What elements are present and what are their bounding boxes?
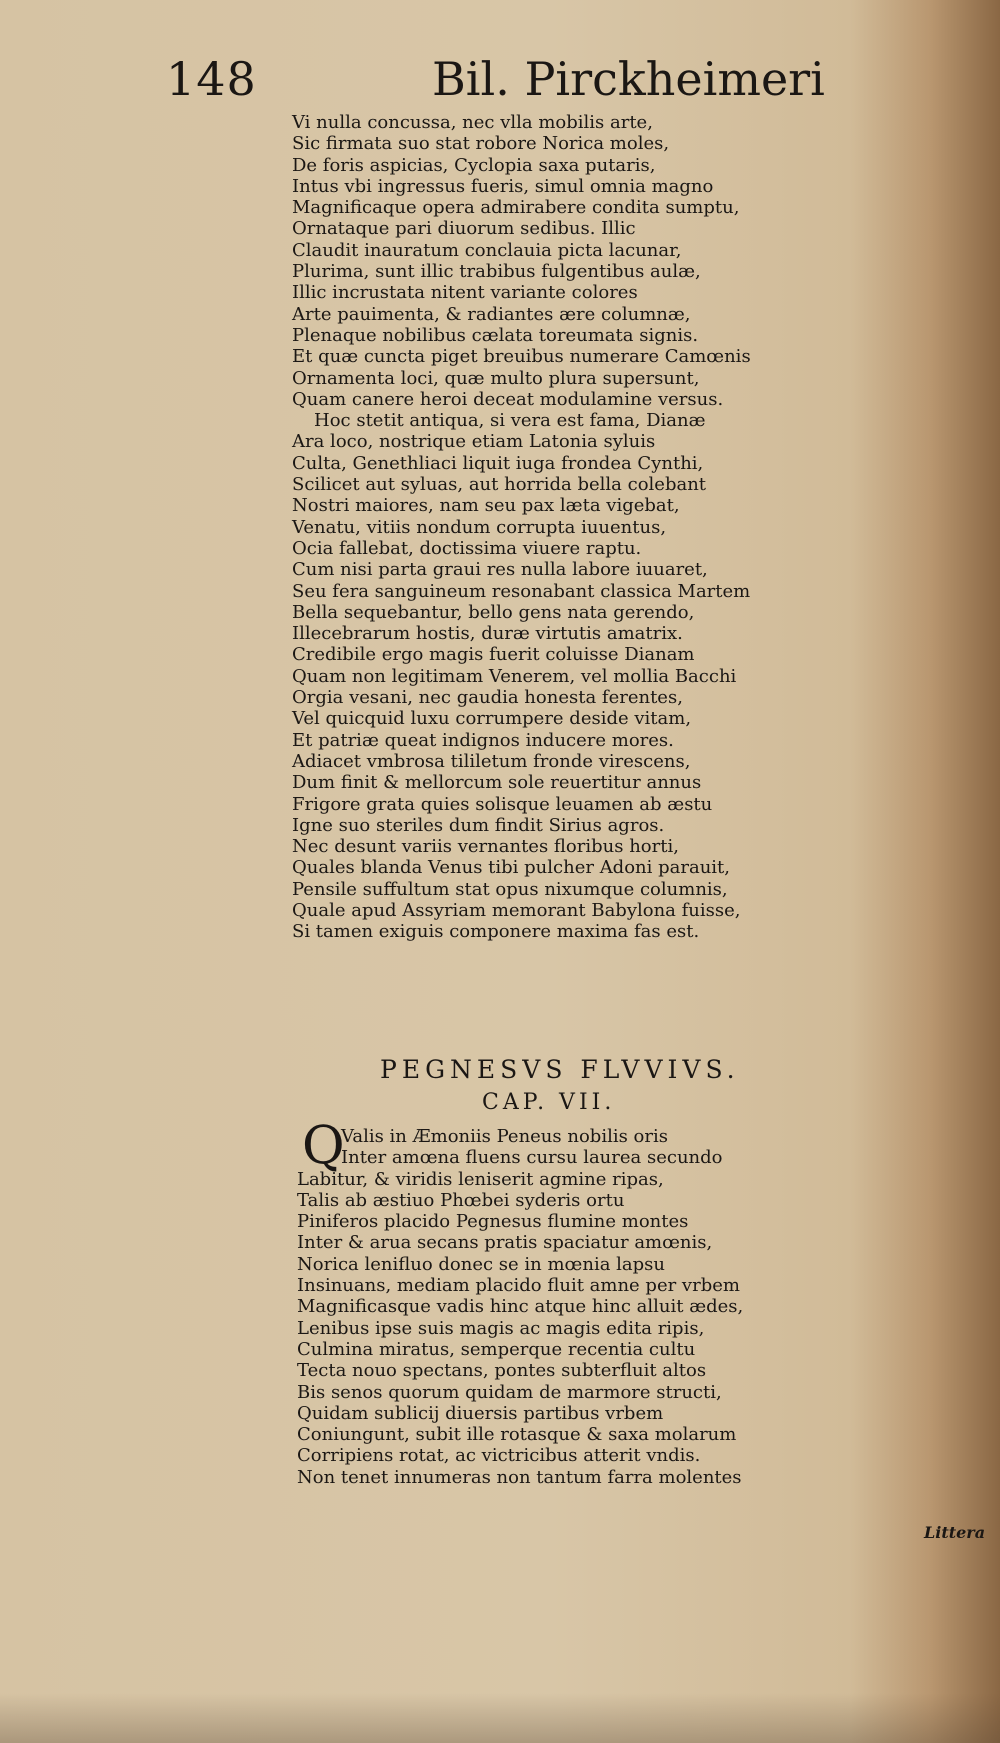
verse-line: Ara loco, nostrique etiam Latonia syluis bbox=[292, 431, 656, 453]
verse-line: Nostri maiores, nam seu pax læta vigebat, bbox=[292, 495, 680, 517]
verse-line: Et quæ cuncta piget breuibus numerare Camœnis bbox=[292, 346, 751, 368]
verse-line: Insinuans, mediam placido fluit amne per vrbem bbox=[297, 1275, 740, 1297]
verse-line: Si tamen exiguis componere maxima fas est. bbox=[292, 921, 700, 943]
verse-line: Magnificasque vadis hinc atque hinc alluit ædes, bbox=[297, 1296, 744, 1318]
verse-line: Cum nisi parta graui res nulla labore iuuaret, bbox=[292, 559, 708, 581]
verse-line: Ornamenta loci, quæ multo plura supersunt, bbox=[292, 367, 700, 389]
verse-line: Ornataque pari diuorum sedibus. Illic bbox=[292, 218, 636, 240]
verse-line: Corripiens rotat, ac victricibus atterit vndis. bbox=[297, 1445, 701, 1467]
verse-line: Bella sequebantur, bello gens nata gerendo, bbox=[292, 601, 695, 623]
verse-line: Venatu, vitiis nondum corrupta iuuentus, bbox=[292, 516, 667, 538]
running-head: Bil. Pirckheimeri bbox=[432, 52, 825, 106]
verse-line: Illecebrarum hostis, duræ virtutis amatrix. bbox=[292, 623, 683, 645]
verse-line: Arte pauimenta, & radiantes ære columnæ, bbox=[292, 303, 691, 325]
verse-line: Nec desunt variis vernantes floribus horti, bbox=[292, 836, 679, 858]
verse-line: Frigore grata quies solisque leuamen ab æstu bbox=[292, 793, 713, 815]
verse-line: Culta, Genethliaci liquit iuga frondea Cynthi, bbox=[292, 452, 704, 474]
verse-line: Lenibus ipse suis magis ac magis edita ripis, bbox=[297, 1317, 705, 1339]
verse-line: Vel quicquid luxu corrumpere deside vitam, bbox=[292, 708, 692, 730]
verse-line: De foris aspicias, Cyclopia saxa putaris, bbox=[292, 154, 656, 176]
verse-line: Labitur, & viridis leniserit agmine ripas, bbox=[297, 1168, 664, 1190]
verse-line: Non tenet innumeras non tantum farra molentes bbox=[297, 1466, 742, 1488]
verse-line: Claudit inauratum conclauia picta lacunar, bbox=[292, 239, 682, 261]
verse-line: Igne suo steriles dum findit Sirius agros. bbox=[292, 814, 665, 836]
verse-line: Valis in Æmoniis Peneus nobilis oris bbox=[341, 1126, 668, 1147]
poem-block-1 bbox=[292, 112, 932, 943]
verse-line: Quale apud Assyriam memorant Babylona fuisse, bbox=[292, 899, 741, 921]
verse-line: Quam canere heroi deceat modulamine versus. bbox=[292, 388, 724, 410]
verse-line: Dum finit & mellorcum sole reuertitur annus bbox=[292, 772, 702, 794]
catchword: Littera bbox=[924, 1523, 986, 1542]
verse-line: Credibile ergo magis fuerit coluisse Dianam bbox=[292, 644, 695, 666]
page-edge-shadow bbox=[0, 1693, 1000, 1743]
verse-line: Pensile suffultum stat opus nixumque columnis, bbox=[292, 878, 728, 900]
verse-line: Scilicet aut syluas, aut horrida bella colebant bbox=[292, 474, 707, 496]
verse-line: Adiacet vmbrosa tililetum fronde virescens, bbox=[292, 750, 691, 772]
poem-block-2 bbox=[297, 1126, 937, 1488]
drop-cap: Q bbox=[302, 1116, 345, 1176]
verse-line: Seu fera sanguineum resonabant classica Martem bbox=[292, 580, 751, 602]
verse-line: Orgia vesani, nec gaudia honesta ferentes, bbox=[292, 687, 683, 709]
page-number: 148 bbox=[166, 52, 257, 106]
chapter-heading: CAP. VII. bbox=[482, 1090, 616, 1115]
verse-line: Quales blanda Venus tibi pulcher Adoni parauit, bbox=[292, 857, 731, 879]
verse-line: Magnificaque opera admirabere condita sumptu, bbox=[292, 197, 740, 219]
verse-line: Intus vbi ingressus fueris, simul omnia magno bbox=[292, 175, 714, 197]
verse-line: Bis senos quorum quidam de marmore structi, bbox=[297, 1381, 722, 1403]
verse-line: Quidam sublicij diuersis partibus vrbem bbox=[297, 1402, 664, 1424]
verse-line: Culmina miratus, semperque recentia cultu bbox=[297, 1338, 696, 1360]
verse-line: Vi nulla concussa, nec vlla mobilis arte, bbox=[292, 112, 653, 133]
verse-line: Et patriæ queat indignos inducere mores. bbox=[292, 729, 674, 751]
verse-line: Plenaque nobilibus cælata toreumata signis. bbox=[292, 324, 699, 346]
verse-line: Plurima, sunt illic trabibus fulgentibus aulæ, bbox=[292, 261, 701, 283]
verse-line: Piniferos placido Pegnesus flumine montes bbox=[297, 1211, 689, 1233]
verse-line: Sic firmata suo stat robore Norica moles, bbox=[292, 133, 670, 155]
verse-line: Norica lenifluo donec se in mœnia lapsu bbox=[297, 1253, 665, 1275]
section-heading: PEGNESVS FLVVIVS. bbox=[380, 1055, 740, 1084]
verse-line: Quam non legitimam Venerem, vel mollia Bacchi bbox=[292, 665, 737, 687]
verse-line: Inter & arua secans pratis spaciatur amœnis, bbox=[297, 1232, 713, 1254]
verse-line: Hoc stetit antiqua, si vera est fama, Dianæ bbox=[314, 410, 706, 432]
verse-line: Talis ab æstiuo Phœbei syderis ortu bbox=[297, 1189, 625, 1211]
verse-line: Inter amœna fluens cursu laurea secundo bbox=[341, 1147, 723, 1169]
verse-line: Tecta nouo spectans, pontes subterfluit altos bbox=[297, 1360, 707, 1382]
verse-line: Ocia fallebat, doctissima viuere raptu. bbox=[292, 537, 642, 559]
verse-line: Illic incrustata nitent variante colores bbox=[292, 282, 638, 304]
verse-line: Coniungunt, subit ille rotasque & saxa molarum bbox=[297, 1424, 737, 1446]
